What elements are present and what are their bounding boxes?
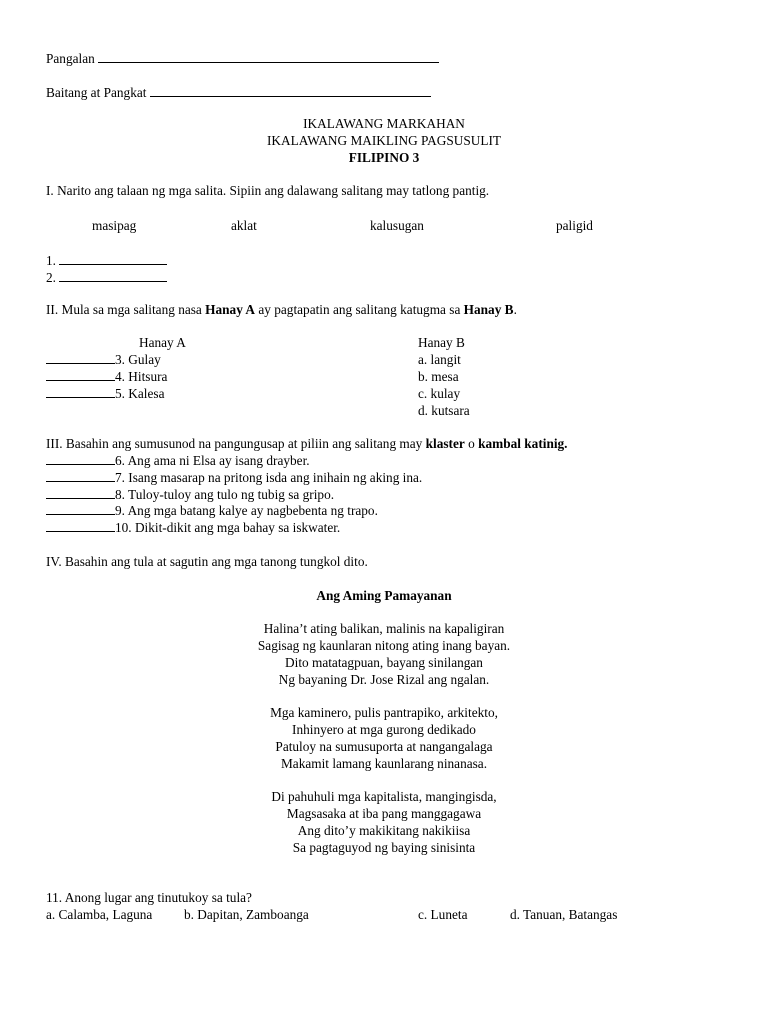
- choice-a: a. langit: [418, 352, 461, 367]
- match-item-4[interactable]: [46, 369, 167, 385]
- choice-11-d[interactable]: d. Tanuan, Batangas: [510, 907, 618, 922]
- part2-text-2: ay pagtapatin ang salitang katugma sa: [255, 302, 464, 317]
- match-item-5[interactable]: [46, 386, 164, 402]
- part3-klaster: klaster: [425, 436, 465, 451]
- answer-2-blank[interactable]: [59, 269, 167, 282]
- sentence-blank-8[interactable]: [46, 487, 115, 499]
- poem-line: Makamit lamang kaunlarang ninanasa.: [280, 756, 488, 771]
- poem-title: Ang Aming Pamayanan: [316, 588, 452, 603]
- choice-d: d. kutsara: [418, 403, 470, 418]
- poem-line: Magsasaka at iba pang manggagawa: [286, 806, 482, 821]
- match-blank-5[interactable]: [46, 386, 115, 398]
- sentence-blank-9[interactable]: [46, 503, 115, 515]
- sentence-7[interactable]: [46, 470, 422, 486]
- answer-2[interactable]: [46, 269, 167, 286]
- grade-blank[interactable]: [150, 84, 431, 97]
- match-label-4: 4. Hitsura: [115, 369, 168, 384]
- word-masipag: masipag: [92, 218, 137, 233]
- poem-line: Sagisag ng kaunlaran nitong ating inang bayan.: [257, 638, 511, 653]
- poem-line: Mga kaminero, pulis pantrapiko, arkitekto,: [270, 705, 498, 720]
- answer-1-number: 1.: [46, 253, 56, 268]
- part3-text-2: o: [464, 436, 479, 451]
- sentence-text-7: 7. Isang masarap na pritong isda ang inihain ng aking ina.: [115, 470, 423, 485]
- word-kalusugan: kalusugan: [370, 218, 424, 233]
- name-blank[interactable]: [98, 50, 439, 63]
- choice-11-a[interactable]: a. Calamba, Laguna: [46, 907, 153, 922]
- sentence-text-8: 8. Tuloy-tuloy ang tulo ng tubig sa gripo.: [115, 487, 335, 502]
- sentence-9[interactable]: [46, 503, 378, 519]
- poem-line: Di pahuhuli mga kapitalista, mangingisda,: [271, 789, 497, 804]
- part3-kambal: kambal katinig.: [478, 436, 568, 451]
- sentence-10[interactable]: [46, 520, 340, 536]
- match-label-5: 5. Kalesa: [115, 386, 165, 401]
- part4-instruction: IV. Basahin ang tula at sagutin ang mga tanong tungkol dito.: [46, 554, 368, 569]
- sentence-text-10: 10. Dikit-dikit ang mga bahay sa iskwater.: [115, 520, 341, 535]
- name-field[interactable]: [46, 50, 439, 67]
- part2-text-1: II. Mula sa mga salitang nasa: [46, 302, 206, 317]
- name-label: Pangalan: [46, 51, 95, 66]
- poem-line: Ang dito’y makikitang nakikiisa: [297, 823, 471, 838]
- poem-line: Dito matatagpuan, bayang sinilangan: [285, 655, 483, 670]
- sentence-blank-7[interactable]: [46, 470, 115, 482]
- word-paligid: paligid: [556, 218, 593, 233]
- part2-instruction: [46, 302, 517, 318]
- title-subject: FILIPINO 3: [348, 150, 420, 165]
- title-quarter: IKALAWANG MARKAHAN: [303, 116, 465, 131]
- choice-11-b[interactable]: b. Dapitan, Zamboanga: [184, 907, 309, 922]
- grade-label: Baitang at Pangkat: [46, 85, 147, 100]
- sentence-blank-6[interactable]: [46, 453, 115, 465]
- part2-text-3: .: [513, 302, 517, 317]
- sentence-8[interactable]: [46, 487, 334, 503]
- match-blank-4[interactable]: [46, 369, 115, 381]
- choice-11-c[interactable]: c. Luneta: [418, 907, 468, 922]
- part3-instruction: [46, 436, 568, 452]
- poem-line: Patuloy na sumusuporta at nangangalaga: [275, 739, 493, 754]
- poem-line: Halina’t ating balikan, malinis na kapaligiran: [263, 621, 505, 636]
- sentence-text-6: 6. Ang ama ni Elsa ay isang drayber.: [115, 453, 310, 468]
- poem-line: Inhinyero at mga gurong dedikado: [292, 722, 476, 737]
- col-a-header: Hanay A: [139, 335, 186, 350]
- match-label-3: 3. Gulay: [115, 352, 161, 367]
- match-item-3[interactable]: [46, 352, 161, 368]
- choice-b: b. mesa: [418, 369, 459, 384]
- part2-hanay-b: Hanay B: [463, 302, 514, 317]
- word-aklat: aklat: [231, 218, 257, 233]
- grade-field[interactable]: [46, 84, 431, 101]
- part2-hanay-a: Hanay A: [205, 302, 256, 317]
- question-11-prompt: 11. Anong lugar ang tinutukoy sa tula?: [46, 890, 252, 905]
- match-blank-3[interactable]: [46, 352, 115, 364]
- part3-text-1: III. Basahin ang sumusunod na pangungusap at piliin ang salitang may: [46, 436, 426, 451]
- sentence-blank-10[interactable]: [46, 520, 115, 532]
- poem-line: Ng bayaning Dr. Jose Rizal ang ngalan.: [278, 672, 490, 687]
- poem-line: Sa pagtaguyod ng baying sinisinta: [292, 840, 476, 855]
- choice-c: c. kulay: [418, 386, 461, 401]
- col-b-header: Hanay B: [418, 335, 465, 350]
- answer-1-blank[interactable]: [59, 252, 167, 265]
- answer-1[interactable]: [46, 252, 167, 269]
- answer-2-number: 2.: [46, 270, 56, 285]
- sentence-6[interactable]: [46, 453, 310, 469]
- part1-instruction: I. Narito ang talaan ng mga salita. Sipiin ang dalawang salitang may tatlong pantig.: [46, 183, 490, 198]
- title-quiz: IKALAWANG MAIKLING PAGSUSULIT: [266, 133, 502, 148]
- sentence-text-9: 9. Ang mga batang kalye ay nagbebenta ng trapo.: [115, 503, 378, 518]
